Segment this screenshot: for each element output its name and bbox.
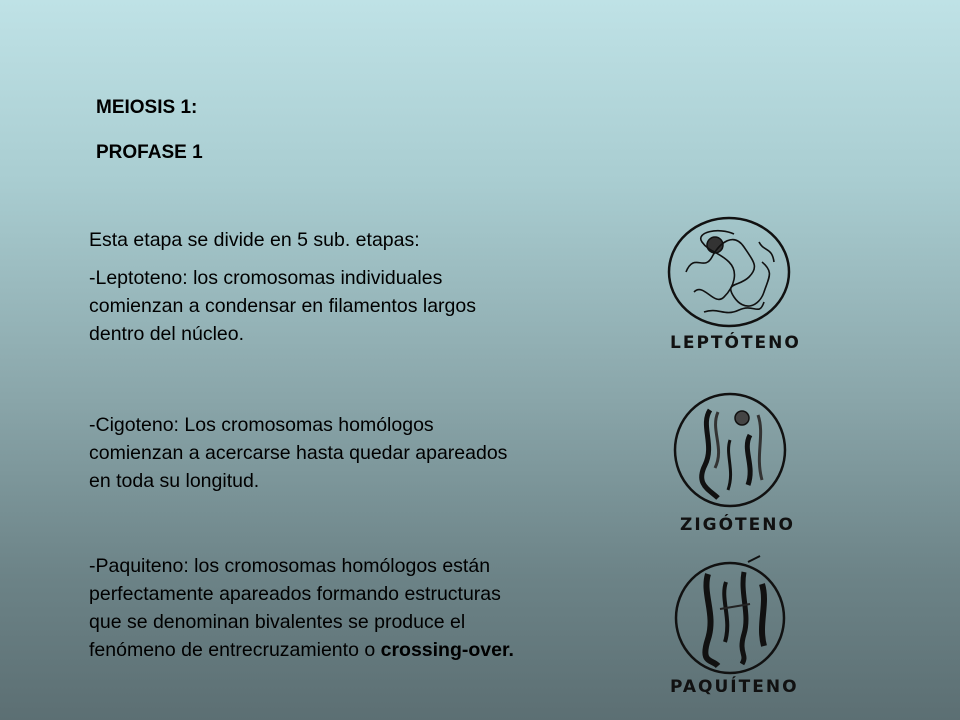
leptoteno-text: -Leptoteno: los cromosomas individuales comienzan a condensar en filamentos largos dentro del núcleo. <box>89 267 476 345</box>
slide-subtitle: PROFASE 1 <box>96 142 203 163</box>
zigoteno-label: ZIGÓTENO <box>680 515 795 535</box>
cigoteno-text: -Cigoteno: Los cromosomas homólogos comienzan a acercarse hasta quedar apareados en toda su longitud. <box>89 414 508 492</box>
zigoteno-figure <box>670 390 790 510</box>
crossing-over-term: crossing-over. <box>380 639 514 661</box>
leptoteno-cell-drawing <box>664 212 794 332</box>
leptoteno-figure <box>664 212 794 332</box>
leptoteno-label: LEPTÓTENO <box>670 333 801 353</box>
intro-text: Esta etapa se divide en 5 sub. etapas: <box>89 229 420 251</box>
slide-title: MEIOSIS 1: <box>96 97 198 118</box>
paquiteno-figure <box>670 554 790 676</box>
paquiteno-label: PAQUÍTENO <box>670 677 799 697</box>
paquiteno-text: -Paquiteno: los cromosomas homólogos están perfectamente apareados formando estructuras que se denominan bivalentes se produce el fenómeno de entrecruzamiento o <box>89 555 501 661</box>
paquiteno-paragraph <box>89 552 629 664</box>
paquiteno-cell-drawing <box>670 554 790 676</box>
zigoteno-cell-drawing <box>670 390 790 510</box>
